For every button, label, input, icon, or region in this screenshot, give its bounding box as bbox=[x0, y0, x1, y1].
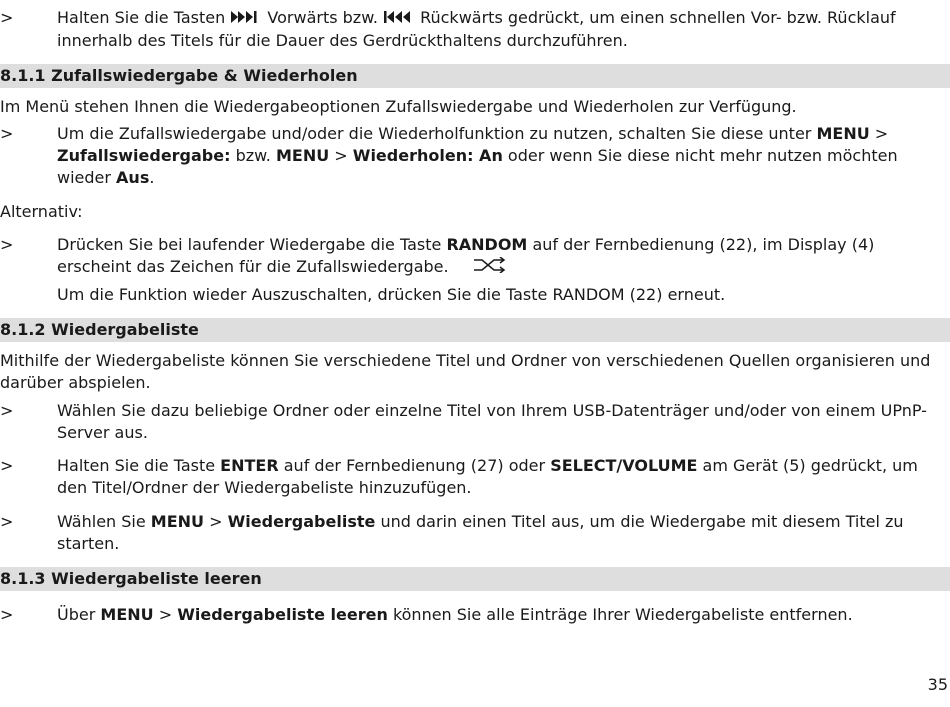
section-heading-8-1-1: 8.1.1 Zufallswiedergabe & Wiederholen bbox=[0, 64, 950, 88]
section-1-note: Um die Funktion wieder Auszuschalten, drücken Sie die Taste RANDOM (22) erneut. bbox=[57, 285, 726, 304]
section-1-intro: Im Menü stehen Ihnen die Wiedergabeoptionen Zufallswiedergabe und Wiederholen zur Verfügung. bbox=[0, 97, 797, 116]
section-3-bullet-1: > Über MENU > Wiedergabeliste leeren können Sie alle Einträge Ihrer Wiedergabeliste entfernen. bbox=[0, 605, 853, 624]
fast-forward-skip-icon bbox=[230, 8, 262, 30]
bullet-marker: > bbox=[0, 512, 14, 531]
section-2-intro: Mithilfe der Wiedergabeliste können Sie verschiedene Titel und Ordner von verschiedenen Quellen organisieren und darüber abspielen. bbox=[0, 351, 931, 392]
alternative-label: Alternativ: bbox=[0, 202, 83, 221]
bullet-marker: > bbox=[0, 8, 14, 27]
section-heading-8-1-2: 8.1.2 Wiedergabeliste bbox=[0, 318, 950, 342]
section-1-bullet-1: > Um die Zufallswiedergabe und/oder die Wiederholfunktion zu nutzen, schalten Sie diese unter MENU > Zufallswiedergabe: bzw. MENU > Wiederholen: An oder wenn Sie diese nicht mehr nutzen möchten wieder Aus. bbox=[0, 124, 898, 187]
shuffle-icon bbox=[472, 257, 508, 279]
bullet-marker: > bbox=[0, 456, 14, 475]
section-1-bullet-2: > Drücken Sie bei laufender Wiedergabe die Taste RANDOM auf der Fernbedienung (22), im Display (4) erscheint das Zeichen für die Zufallswiedergabe. bbox=[0, 234, 950, 279]
section-2-bullet-1: > Wählen Sie dazu beliebige Ordner oder einzelne Titel von Ihrem USB-Datenträger und/oder von einem UPnP-Server aus. bbox=[0, 401, 927, 442]
section-heading-8-1-3: 8.1.3 Wiedergabeliste leeren bbox=[0, 567, 950, 591]
bullet-marker: > bbox=[0, 235, 14, 254]
section-2-bullet-2: > Halten Sie die Taste ENTER auf der Fernbedienung (27) oder SELECT/VOLUME am Gerät (5) gedrückt, um den Titel/Ordner der Wiedergabeliste hinzuzufügen. bbox=[0, 456, 918, 497]
page-number: 35 bbox=[927, 675, 948, 694]
intro-bullet-text: Halten Sie die Tasten Vorwärts bzw. Rückwärts gedrückt, um einen schnellen Vor- bzw. Rücklauf innerhalb des Titels für die Dauer des Gerdrückthaltens durchzuführen. bbox=[57, 8, 896, 50]
bullet-marker: > bbox=[0, 124, 14, 143]
rewind-skip-icon bbox=[383, 8, 415, 30]
intro-bullet bbox=[0, 7, 950, 52]
section-2-bullet-3: > Wählen Sie MENU > Wiedergabeliste und darin einen Titel aus, um die Wiedergabe mit diesem Titel zu starten. bbox=[0, 512, 904, 553]
bullet-marker: > bbox=[0, 605, 14, 624]
bullet-marker: > bbox=[0, 401, 14, 420]
